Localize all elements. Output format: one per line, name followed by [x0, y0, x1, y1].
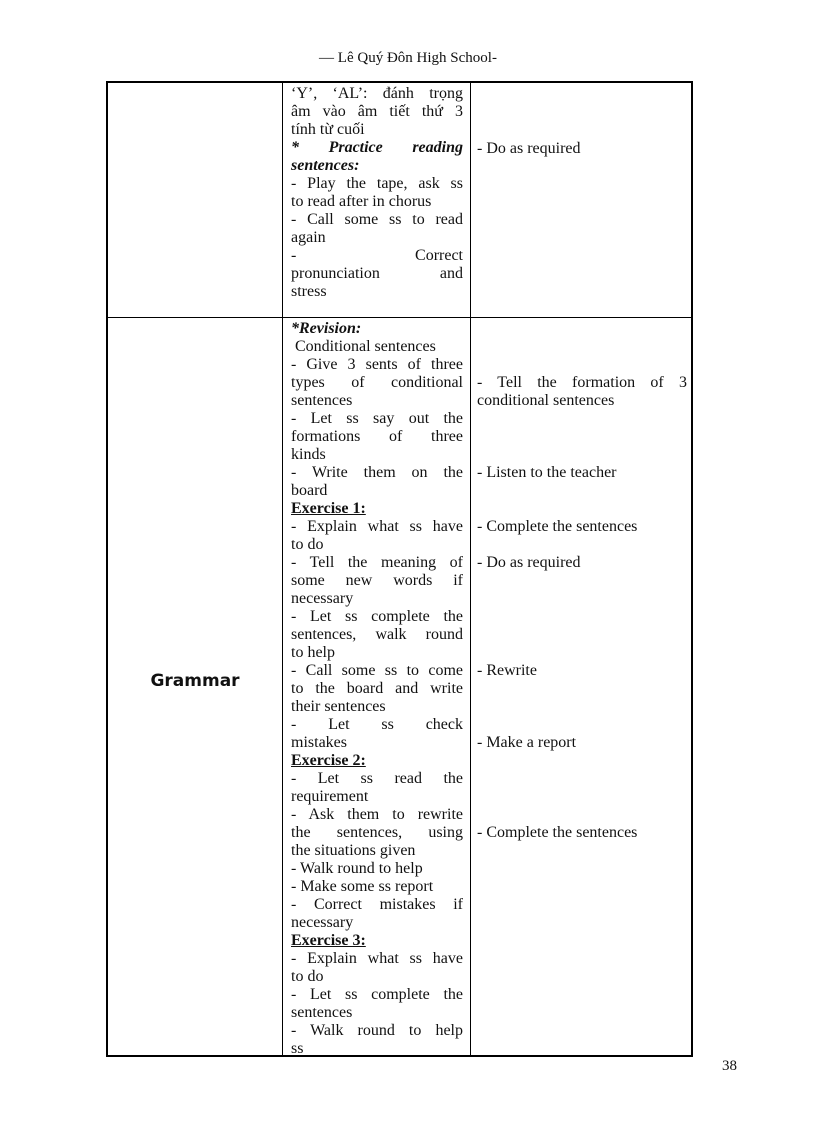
teacher-line: necessary	[291, 914, 354, 931]
teacher-line: ‘Y’, ‘AL’: đánh trọng	[291, 85, 463, 102]
student-line: conditional sentences	[477, 392, 615, 409]
page-number: 38	[722, 1058, 737, 1074]
column-divider	[282, 83, 283, 1055]
teacher-line: to the board and write	[291, 680, 463, 697]
teacher-line: - Tell the meaning of	[291, 554, 463, 571]
student-line: - Do as required	[477, 554, 581, 571]
teacher-heading: * Practice reading	[291, 139, 463, 156]
teacher-heading: *Revision:	[291, 320, 362, 337]
teacher-line: to help	[291, 644, 335, 661]
student-line: - Rewrite	[477, 662, 537, 679]
teacher-line: - Explain what ss have	[291, 950, 463, 967]
lesson-table	[106, 81, 693, 1057]
teacher-line: types of conditional	[291, 374, 463, 391]
teacher-line: pronunciation and	[291, 265, 463, 282]
teacher-line: to do	[291, 968, 324, 985]
teacher-line: - Call some ss to read	[291, 211, 463, 228]
teacher-line: âm vào âm tiết thứ 3	[291, 103, 463, 120]
teacher-line: ss	[291, 1040, 304, 1057]
page-header: — Lê Quý Đôn High School-	[319, 50, 497, 66]
teacher-line: - Make some ss report	[291, 878, 434, 895]
teacher-line: necessary	[291, 590, 354, 607]
teacher-line: their sentences	[291, 698, 386, 715]
student-line: - Listen to the teacher	[477, 464, 617, 481]
exercise-heading: Exercise 3:	[291, 932, 366, 949]
teacher-heading: sentences:	[291, 157, 360, 174]
teacher-line: stress	[291, 283, 327, 300]
exercise-heading: Exercise 1:	[291, 500, 366, 517]
teacher-line: Conditional sentences	[295, 338, 436, 355]
teacher-line: again	[291, 229, 326, 246]
student-line: - Make a report	[477, 734, 577, 751]
teacher-line: - Let ss check	[291, 716, 463, 733]
teacher-line: - Give 3 sents of three	[291, 356, 463, 373]
student-line: - Complete the sentences	[477, 518, 638, 535]
teacher-line: - Let ss complete the	[291, 608, 463, 625]
teacher-line: the situations given	[291, 842, 416, 859]
teacher-line: - Let ss say out the	[291, 410, 463, 427]
teacher-line: formations of three	[291, 428, 463, 445]
teacher-line: some new words if	[291, 572, 463, 589]
teacher-line: mistakes	[291, 734, 347, 751]
teacher-line: - Play the tape, ask ss	[291, 175, 463, 192]
column-divider	[470, 83, 471, 1055]
teacher-line: - Correct mistakes if	[291, 896, 463, 913]
teacher-line: - Walk round to help	[291, 860, 423, 877]
teacher-line: - Correct	[291, 247, 463, 264]
teacher-line: - Call some ss to come	[291, 662, 463, 679]
teacher-line: sentences	[291, 392, 353, 409]
exercise-heading: Exercise 2:	[291, 752, 366, 769]
section-label: Grammar	[150, 671, 240, 691]
teacher-line: - Explain what ss have	[291, 518, 463, 535]
row-divider	[108, 317, 691, 318]
teacher-line: - Ask them to rewrite	[291, 806, 463, 823]
teacher-line: - Walk round to help	[291, 1022, 463, 1039]
teacher-line: kinds	[291, 446, 326, 463]
teacher-line: to read after in chorus	[291, 193, 432, 210]
teacher-line: requirement	[291, 788, 369, 805]
student-line: - Do as required	[477, 140, 581, 157]
teacher-line: - Let ss complete the	[291, 986, 463, 1003]
teacher-line: to do	[291, 536, 324, 553]
teacher-line: - Let ss read the	[291, 770, 463, 787]
teacher-line: tính từ cuối	[291, 121, 365, 138]
student-line: - Tell the formation of 3	[477, 374, 687, 391]
teacher-line: sentences, walk round	[291, 626, 463, 643]
teacher-line: sentences	[291, 1004, 353, 1021]
student-line: - Complete the sentences	[477, 824, 638, 841]
teacher-line: the sentences, using	[291, 824, 463, 841]
teacher-line: - Write them on the	[291, 464, 463, 481]
teacher-line: board	[291, 482, 328, 499]
